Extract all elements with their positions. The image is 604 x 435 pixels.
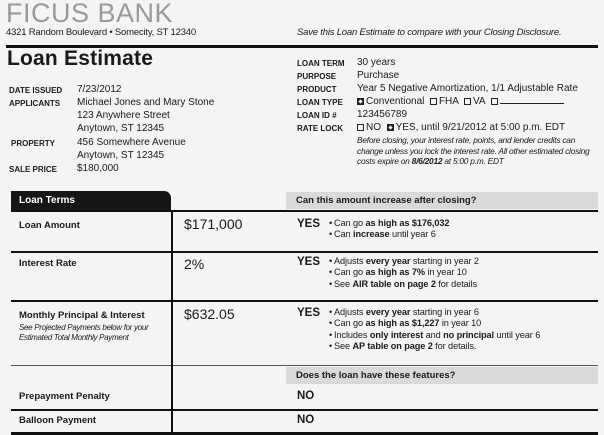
loan-id-label: LOAN ID # bbox=[297, 111, 337, 120]
prepayment-penalty-answer: NO bbox=[297, 390, 315, 402]
checkbox-va[interactable] bbox=[464, 98, 471, 105]
option-fha: FHA bbox=[438, 96, 459, 107]
bullet-item: • See AP table on page 2 for details. bbox=[329, 340, 477, 351]
property-street: 456 Somewhere Avenue bbox=[77, 137, 186, 148]
checkbox-fha[interactable] bbox=[430, 98, 437, 105]
balloon-payment-label: Balloon Payment bbox=[19, 415, 97, 426]
checkbox-rate-lock-yes[interactable] bbox=[387, 124, 394, 131]
loan-term-label: LOAN TERM bbox=[297, 59, 345, 68]
applicants-street: 123 Anywhere Street bbox=[77, 110, 170, 121]
interest-rate-label: Interest Rate bbox=[19, 258, 77, 269]
save-note: Save this Loan Estimate to compare with your Closing Disclosure. bbox=[297, 27, 562, 38]
bank-name: FICUS BANK bbox=[6, 0, 174, 28]
product-label: PRODUCT bbox=[297, 85, 337, 94]
interest-rate-value: 2% bbox=[184, 256, 205, 272]
features-question-band: Does the loan have these features? bbox=[286, 367, 598, 384]
bullet-item: • See AIR table on page 2 for details bbox=[329, 278, 478, 289]
fine-print-text: Before closing, your interest rate, points, and lender credits can change unless you lock the interest rate. All other estimated closing costs expire on bbox=[357, 135, 590, 166]
interest-rate-details bbox=[329, 256, 479, 290]
rate-lock-label: RATE LOCK bbox=[297, 124, 344, 133]
checkbox-conventional[interactable] bbox=[357, 98, 364, 105]
monthly-pi-label: Monthly Principal & Interest bbox=[19, 310, 145, 321]
bullet-item: • Includes only interest and no principal until year 6 bbox=[329, 329, 541, 340]
interest-rate-answer: YES bbox=[297, 256, 321, 268]
sale-price-value: $180,000 bbox=[77, 163, 119, 174]
monthly-pi-value: $632.05 bbox=[184, 306, 235, 322]
table-rule bbox=[11, 300, 598, 302]
applicants-name: Michael Jones and Mary Stone bbox=[77, 97, 215, 108]
bullet-item: • Can go as high as 7% in year 10 bbox=[329, 267, 467, 278]
table-rule bbox=[11, 365, 598, 366]
loan-amount-details bbox=[329, 218, 449, 241]
checkbox-rate-lock-no[interactable] bbox=[357, 124, 364, 131]
date-issued-label: DATE ISSUED bbox=[9, 86, 63, 95]
bullet-item: • Can go as high as $1,227 in year 10 bbox=[329, 318, 482, 329]
option-va: VA bbox=[472, 96, 485, 107]
option-conventional: Conventional bbox=[366, 96, 425, 107]
rate-lock-no: NO bbox=[366, 122, 381, 133]
rate-lock-yes: YES, until 9/21/2012 at 5:00 p.m. EDT bbox=[395, 122, 566, 133]
loan-amount-value: $171,000 bbox=[184, 216, 243, 232]
loan-type-label: LOAN TYPE bbox=[297, 98, 343, 107]
rate-lock-options bbox=[357, 121, 565, 134]
fine-print-time: at 5:00 p.m. EDT bbox=[442, 156, 504, 166]
monthly-pi-details bbox=[329, 307, 540, 352]
bullet-item: • Can increase until year 6 bbox=[329, 229, 436, 240]
fine-print-expiry-date: 8/6/2012 bbox=[411, 156, 443, 166]
bank-address: 4321 Random Boulevard • Somecity, ST 12340 bbox=[6, 27, 196, 38]
table-rule bbox=[11, 251, 598, 253]
date-issued-value: 7/23/2012 bbox=[77, 84, 122, 95]
applicants-label: APPLICANTS bbox=[9, 99, 61, 108]
applicants-city: Anytown, ST 12345 bbox=[77, 123, 165, 134]
sale-price-label: SALE PRICE bbox=[9, 165, 58, 174]
monthly-pi-answer: YES bbox=[297, 307, 321, 319]
purpose-value: Purchase bbox=[357, 70, 400, 81]
loan-terms-tab: Loan Terms bbox=[11, 191, 171, 210]
property-label: PROPERTY bbox=[11, 139, 56, 148]
bullet-item: • Can go as high as $176,032 bbox=[329, 218, 450, 228]
loan-type-options bbox=[357, 95, 564, 108]
monthly-pi-note: See Projected Payments below for your Estimated Total Monthly Payment bbox=[19, 323, 149, 342]
loan-amount-answer: YES bbox=[297, 218, 321, 230]
increase-question-band: Can this amount increase after closing? bbox=[286, 192, 598, 209]
checkbox-other[interactable] bbox=[491, 98, 498, 105]
table-rule bbox=[11, 210, 598, 212]
prepayment-penalty-label: Prepayment Penalty bbox=[19, 391, 110, 402]
page-title: Loan Estimate bbox=[7, 47, 154, 70]
balloon-payment-answer: NO bbox=[297, 414, 315, 426]
column-divider bbox=[171, 210, 173, 435]
bullet-item: • Adjusts every year starting in year 6 bbox=[329, 307, 479, 317]
purpose-label: PURPOSE bbox=[297, 72, 337, 81]
bullet-item: • Adjusts every year starting in year 2 bbox=[329, 256, 479, 266]
property-city: Anytown, ST 12345 bbox=[77, 150, 165, 161]
loan-term-value: 30 years bbox=[357, 57, 396, 68]
loan-id-value: 123456789 bbox=[357, 109, 408, 120]
product-value: Year 5 Negative Amortization, 1/1 Adjustable Rate bbox=[357, 83, 578, 94]
other-blank-line bbox=[500, 95, 564, 104]
loan-amount-label: Loan Amount bbox=[19, 220, 80, 231]
rate-lock-fine-print bbox=[357, 135, 597, 167]
table-rule bbox=[11, 409, 598, 411]
